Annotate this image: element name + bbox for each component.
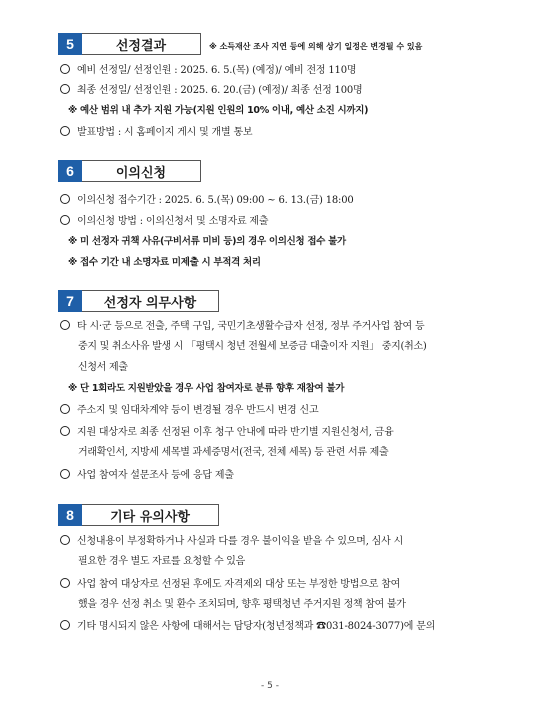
bullet-circle-icon (60, 126, 70, 136)
s7-item-3-line-2: 거래확인서, 지방세 세목별 과세증명서(전국, 전체 세목) 등 관련 서류 제출 (78, 447, 389, 458)
section-8-title: 기타 유의사항 (82, 504, 219, 526)
section-5-number: 5 (58, 33, 82, 55)
section-6-header (58, 160, 201, 182)
s7-item-1-line-3: 신청서 제출 (78, 362, 128, 373)
s7-item-3: 지원 대상자로 최종 선정된 이후 청구 안내에 따라 반기별 지원신청서, 금융 (60, 426, 484, 439)
s6-remark-1: ※ 미 선정자 귀책 사유(구비서류 미비 등)의 경우 이의신청 접수 불가 (68, 236, 346, 247)
page-number: - 5 - (261, 681, 279, 691)
s8-item-2-line-2: 했을 경우 선정 취소 및 환수 조치되며, 향후 평택청년 주거지원 정책 참여 불가 (78, 599, 406, 610)
bullet-circle-icon (60, 84, 70, 94)
s5-item-1: 예비 선정일/ 선정인원 : 2025. 6. 5.(목) (예정)/ 예비 전정 110명 (60, 64, 484, 77)
s7-item-4: 사업 참여자 설문조사 등에 응답 제출 (60, 469, 484, 482)
section-7-header (58, 290, 219, 312)
bullet-circle-icon (60, 404, 70, 414)
bullet-circle-icon (60, 578, 70, 588)
section-6-title: 이의신청 (82, 160, 201, 182)
s6-item-2: 이의신청 방법 : 이의신청서 및 소명자료 제출 (60, 215, 484, 228)
s6-remark-2: ※ 접수 기간 내 소명자료 미제출 시 부적격 처리 (68, 257, 261, 268)
section-5-header (58, 33, 201, 55)
section-5-title: 선정결과 (82, 33, 201, 55)
bullet-circle-icon (60, 535, 70, 545)
section-7-title: 선정자 의무사항 (82, 290, 219, 312)
s8-item-1-line-2: 필요한 경우 별도 자료를 요청할 수 있음 (78, 556, 246, 567)
s8-item-3: 기타 명시되지 않은 사항에 대해서는 담당자(청년정책과 ☎031-8024-3077)에 문의 (60, 620, 484, 633)
s7-remark: ※ 단 1회라도 지원받았을 경우 사업 참여자로 분류 향후 재참여 불가 (68, 383, 345, 394)
bullet-circle-icon (60, 620, 70, 630)
bullet-circle-icon (60, 320, 70, 330)
s7-item-1-line-2: 중지 및 취소사유 발생 시 「평택시 청년 전월세 보증금 대출이자 지원」 중지(취소) (78, 341, 427, 352)
bullet-circle-icon (60, 64, 70, 74)
s5-remark: ※ 예산 범위 내 추가 지원 가능(지원 인원의 10% 이내, 예산 소진 시까지) (68, 105, 369, 116)
s6-item-1: 이의신청 접수기간 : 2025. 6. 5.(목) 09:00 ~ 6. 13.(금) 18:00 (60, 194, 484, 207)
s5-item-3: 발표방법 : 시 홈페이지 게시 및 개별 통보 (60, 126, 484, 139)
bullet-circle-icon (60, 426, 70, 436)
section-8-number: 8 (58, 504, 82, 526)
s5-item-2: 최종 선정일/ 선정인원 : 2025. 6. 20.(금) (예정)/ 최종 선정 100명 (60, 84, 484, 97)
bullet-circle-icon (60, 194, 70, 204)
s7-item-2: 주소지 및 임대차계약 등이 변경될 경우 반드시 변경 신고 (60, 404, 484, 417)
bullet-circle-icon (60, 469, 70, 479)
s7-item-1: 타 시·군 등으로 전출, 주택 구입, 국민기초생활수급자 선정, 정부 주거사업 참여 등 (60, 320, 484, 333)
section-5-schedule-note: ※ 소득재산 조사 지연 등에 의해 상기 일정은 변경될 수 있음 (209, 42, 423, 51)
s8-item-2: 사업 참여 대상자로 선정된 후에도 자격제외 대상 또는 부정한 방법으로 참여 (60, 578, 484, 591)
section-7-number: 7 (58, 290, 82, 312)
section-6-number: 6 (58, 160, 82, 182)
s8-item-1: 신청내용이 부정확하거나 사실과 다를 경우 불이익을 받을 수 있으며, 심사 시 (60, 535, 484, 548)
bullet-circle-icon (60, 215, 70, 225)
section-8-header (58, 504, 219, 526)
